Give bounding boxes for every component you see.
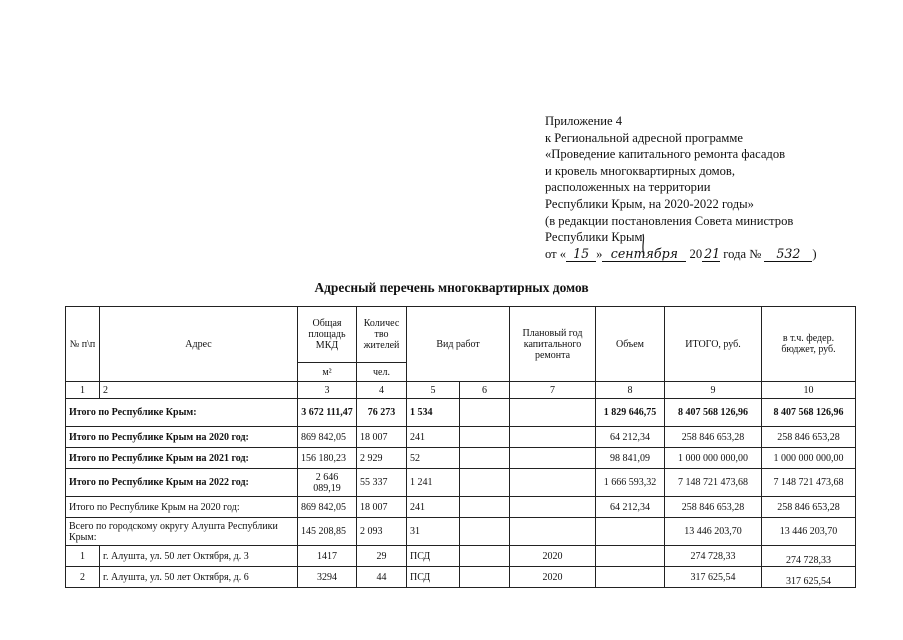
appendix-header: [545, 113, 817, 262]
row-volume: [596, 546, 665, 567]
header-residents-unit: чел.: [357, 363, 407, 382]
summary-work: 241: [407, 427, 460, 448]
header-area-unit: м²: [298, 363, 357, 382]
table-row: [66, 567, 856, 588]
summary-residents: 55 337: [357, 469, 407, 497]
summary-area: 869 842,05: [298, 427, 357, 448]
appendix-line: «Проведение капитального ремонта фасадов: [545, 147, 786, 162]
table-header-row: [66, 307, 856, 363]
row-num: 2: [66, 567, 100, 588]
summary-volume: [596, 518, 665, 546]
header-num: № п\п: [66, 307, 100, 382]
col-number: 3: [298, 382, 357, 399]
appendix-line: к Региональной адресной программе: [545, 130, 743, 145]
summary-empty: [510, 497, 596, 518]
summary-area: 145 208,85: [298, 518, 357, 546]
document-title: Адресный перечень многоквартирных домов: [314, 280, 589, 295]
summary-row: [66, 497, 856, 518]
header-volume: Объем: [596, 307, 665, 382]
summary-row: [66, 427, 856, 448]
table-row: [66, 546, 856, 567]
summary-total: 13 446 203,70: [665, 518, 762, 546]
summary-area: 2 646 089,19: [298, 469, 357, 497]
header-work: Вид работ: [407, 307, 510, 382]
row-empty: [460, 567, 510, 588]
summary-label: Итого по Республике Крым на 2021 год:: [66, 448, 298, 469]
summary-row: [66, 399, 856, 427]
header-area: Общая площадь МКД: [298, 307, 357, 363]
row-empty: [460, 546, 510, 567]
summary-label: Итого по Республике Крым на 2020 год:: [66, 427, 298, 448]
summary-label: Итого по Республике Крым на 2022 год:: [66, 469, 298, 497]
decree-date-line: [545, 246, 817, 263]
summary-empty: [460, 399, 510, 427]
row-fed: 274 728,33: [762, 546, 856, 567]
appendix-line: Республики Крым: [545, 230, 643, 245]
appendix-line: (в редакции постановления Совета министров: [545, 213, 794, 228]
row-year: 2020: [510, 567, 596, 588]
summary-total: 7 148 721 473,68: [665, 469, 762, 497]
summary-work: 1 534: [407, 399, 460, 427]
summary-empty: [510, 469, 596, 497]
summary-empty: [460, 427, 510, 448]
summary-fed: 7 148 721 473,68: [762, 469, 856, 497]
header-fed: в т.ч. федер. бюджет, руб.: [762, 307, 856, 382]
pen-stroke-icon: [637, 232, 651, 258]
col-number: 7: [510, 382, 596, 399]
row-total: 274 728,33: [665, 546, 762, 567]
row-residents: 29: [357, 546, 407, 567]
row-area: 3294: [298, 567, 357, 588]
appendix-line: Приложение 4: [545, 114, 623, 128]
summary-total: 8 407 568 126,96: [665, 399, 762, 427]
summary-volume: 98 841,09: [596, 448, 665, 469]
summary-total: 258 846 653,28: [665, 427, 762, 448]
handwritten-number: 532: [764, 247, 812, 262]
address-table: [65, 306, 856, 588]
summary-empty: [510, 448, 596, 469]
col-number: 10: [762, 382, 856, 399]
col-number: 2: [100, 382, 298, 399]
summary-fed: 1 000 000 000,00: [762, 448, 856, 469]
summary-residents: 18 007: [357, 497, 407, 518]
summary-work: 52: [407, 448, 460, 469]
handwritten-year: 21: [704, 245, 721, 261]
row-area: 1417: [298, 546, 357, 567]
summary-volume: 1 666 593,32: [596, 469, 665, 497]
row-work: ПСД: [407, 567, 460, 588]
summary-residents: 18 007: [357, 427, 407, 448]
summary-residents: 2 093: [357, 518, 407, 546]
row-year: 2020: [510, 546, 596, 567]
date-close: ): [812, 246, 817, 261]
col-number: 6: [460, 382, 510, 399]
column-number-row: [66, 382, 856, 399]
row-num: 1: [66, 546, 100, 567]
handwritten-day: 15: [566, 247, 596, 262]
summary-work: 31: [407, 518, 460, 546]
row-residents: 44: [357, 567, 407, 588]
summary-label: Итого по Республике Крым на 2020 год:: [66, 497, 298, 518]
appendix-line: и кровель многоквартирных домов,: [545, 163, 736, 178]
date-year-prefix: 20: [689, 246, 703, 261]
summary-label: Всего по городскому округу Алушта Республики Крым:: [66, 518, 298, 546]
row-work: ПСД: [407, 546, 460, 567]
summary-area: 156 180,23: [298, 448, 357, 469]
summary-total: 258 846 653,28: [665, 497, 762, 518]
date-prefix: от «: [545, 246, 567, 261]
handwritten-month: сентября: [602, 247, 686, 262]
summary-area: 869 842,05: [298, 497, 357, 518]
summary-volume: 64 212,34: [596, 497, 665, 518]
row-total: 317 625,54: [665, 567, 762, 588]
summary-fed: 13 446 203,70: [762, 518, 856, 546]
summary-empty: [510, 518, 596, 546]
summary-work: 1 241: [407, 469, 460, 497]
header-total: ИТОГО, руб.: [665, 307, 762, 382]
row-address: г. Алушта, ул. 50 лет Октября, д. 6: [100, 567, 298, 588]
header-address: Адрес: [100, 307, 298, 382]
header-year: Плановый год капитального ремонта: [510, 307, 596, 382]
summary-row: [66, 518, 856, 546]
summary-residents: 76 273: [357, 399, 407, 427]
summary-empty: [460, 448, 510, 469]
summary-volume: 1 829 646,75: [596, 399, 665, 427]
row-fed: 317 625,54: [762, 567, 856, 588]
summary-volume: 64 212,34: [596, 427, 665, 448]
summary-empty: [460, 497, 510, 518]
summary-fed: 258 846 653,28: [762, 427, 856, 448]
summary-fed: 8 407 568 126,96: [762, 399, 856, 427]
summary-row: [66, 469, 856, 497]
col-number: 8: [596, 382, 665, 399]
appendix-line: Республики Крым, на 2020-2022 годы»: [545, 196, 754, 211]
summary-area: 3 672 111,47: [298, 399, 357, 427]
summary-work: 241: [407, 497, 460, 518]
appendix-line: расположенных на территории: [545, 180, 711, 195]
summary-fed: 258 846 653,28: [762, 497, 856, 518]
summary-empty: [460, 518, 510, 546]
header-residents: Количес тво жителей: [357, 307, 407, 363]
summary-label: Итого по Республике Крым:: [66, 399, 298, 427]
date-num-label: года №: [723, 246, 762, 261]
summary-row: [66, 448, 856, 469]
col-number: 5: [407, 382, 460, 399]
col-number: 4: [357, 382, 407, 399]
summary-empty: [510, 399, 596, 427]
row-volume: [596, 567, 665, 588]
date-mid: »: [596, 246, 603, 261]
summary-residents: 2 929: [357, 448, 407, 469]
col-number: 9: [665, 382, 762, 399]
summary-empty: [460, 469, 510, 497]
summary-empty: [510, 427, 596, 448]
row-address: г. Алушта, ул. 50 лет Октября, д. 3: [100, 546, 298, 567]
col-number: 1: [66, 382, 100, 399]
summary-total: 1 000 000 000,00: [665, 448, 762, 469]
